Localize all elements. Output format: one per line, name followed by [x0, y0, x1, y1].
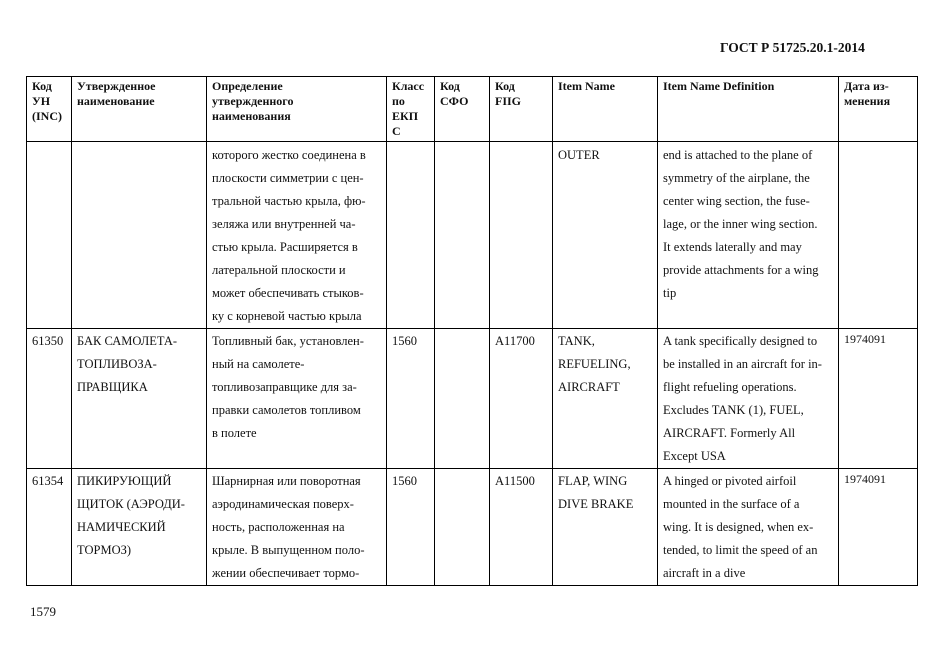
column-header-sfo: Код СФО [435, 77, 490, 142]
cell-sfo [435, 469, 490, 586]
cell-name: БАК САМОЛЕТА- ТОПЛИВОЗА- ПРАВЩИКА [72, 329, 207, 469]
cell-fiig [490, 142, 553, 329]
cell-definition: Топливный бак, установлен- ный на самолете- топливозаправщике для за- правки самолетов топливом в полете [207, 329, 387, 469]
cell-inc: 61350 [27, 329, 72, 469]
document-header: ГОСТ Р 51725.20.1-2014 [720, 40, 865, 55]
cell-inc [27, 142, 72, 329]
column-header-item-name: Item Name [553, 77, 658, 142]
table-row [27, 469, 918, 586]
cell-item-definition: A tank specifically designed to be installed in an aircraft for in- flight refueling operations. Excludes TANK (1), FUEL, AIRCRAFT. Formerly All Except USA [658, 329, 839, 469]
cell-item-name: OUTER [553, 142, 658, 329]
table-header-row [27, 77, 918, 142]
cell-item-name: TANK, REFUELING, AIRCRAFT [553, 329, 658, 469]
cell-item-definition: end is attached to the plane of symmetry of the airplane, the center wing section, the fuse- lage, or the inner wing section. It extends laterally and may provide attachments for a wing tip [658, 142, 839, 329]
cell-item-name: FLAP, WING DIVE BRAKE [553, 469, 658, 586]
cell-fiig: A11500 [490, 469, 553, 586]
cell-fiig: A11700 [490, 329, 553, 469]
column-header-definition: Определение утвержденного наименования [207, 77, 387, 142]
column-header-date: Дата из- менения [839, 77, 918, 142]
column-header-inc: Код УН (INC) [27, 77, 72, 142]
column-header-class: Класс по ЕКП С [387, 77, 435, 142]
cell-date: 1974091 [839, 329, 918, 469]
cell-class [387, 142, 435, 329]
cell-sfo [435, 329, 490, 469]
column-header-item-definition: Item Name Definition [658, 77, 839, 142]
cell-item-definition: A hinged or pivoted airfoil mounted in the surface of a wing. It is designed, when ex- tended, to limit the speed of an aircraft in a dive [658, 469, 839, 586]
cell-definition: Шарнирная или поворотная аэродинамическая поверх- ность, расположенная на крыле. В выпущенном поло- жении обеспечивает тормо- [207, 469, 387, 586]
table-row [27, 329, 918, 469]
cell-sfo [435, 142, 490, 329]
cell-date [839, 142, 918, 329]
page-number: 1579 [30, 604, 56, 619]
registry-table [26, 76, 918, 586]
cell-definition: которого жестко соединена в плоскости симметрии с цен- тральной частью крыла, фю- зеляжа или внутренней ча- стью крыла. Расширяется в латеральной плоскости и может обеспечивать стыков- ку с корневой частью крыла [207, 142, 387, 329]
cell-name: ПИКИРУЮЩИЙ ЩИТОК (АЭРОДИ- НАМИЧЕСКИЙ ТОРМОЗ) [72, 469, 207, 586]
cell-date: 1974091 [839, 469, 918, 586]
cell-inc: 61354 [27, 469, 72, 586]
column-header-name: Утвержденное наименование [72, 77, 207, 142]
cell-class: 1560 [387, 469, 435, 586]
cell-name [72, 142, 207, 329]
table-row [27, 142, 918, 329]
cell-class: 1560 [387, 329, 435, 469]
column-header-fiig: Код FIIG [490, 77, 553, 142]
